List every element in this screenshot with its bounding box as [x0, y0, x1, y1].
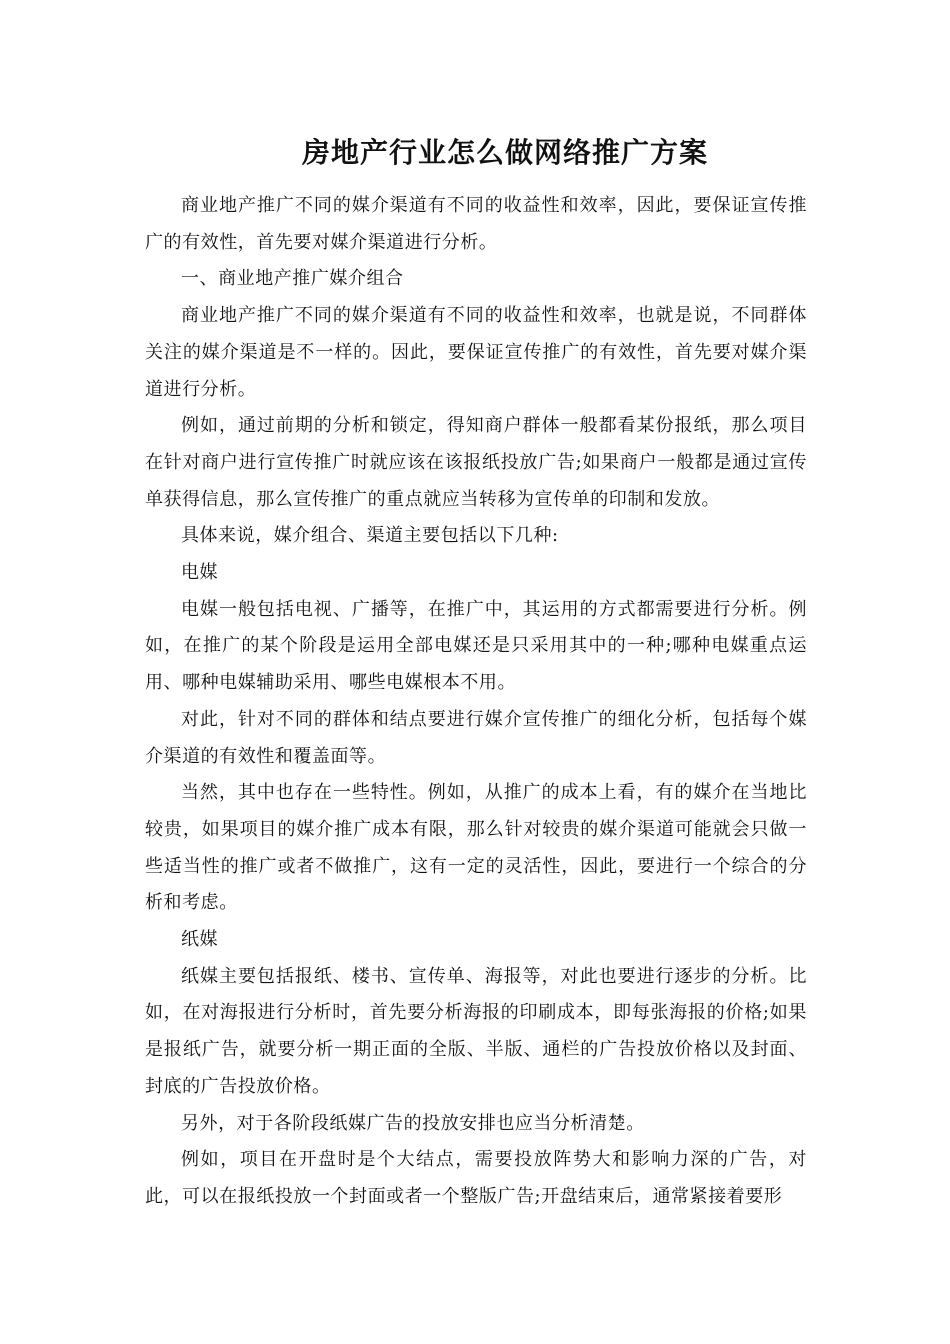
paragraph-example-newspaper: 例如，通过前期的分析和锁定，得知商户群体一般都看某份报纸，那么项目在针对商户进行宣传推广时就应该在该报纸投放广告;如果商户一般都是通过宣传单获得信息，那么宣传推广的重点就应当转移为宣传单的印制和发放。	[145, 415, 807, 510]
paragraph-print-media: 纸媒主要包括报纸、楼书、宣传单、海报等，对此也要进行逐步的分析。比如，在对海报进行分析时，首先要分析海报的印刷成本，即每张海报的价格;如果是报纸广告，就要分析一期正面的全版、半版、通栏的广告投放价格以及封面、封底的广告投放价格。	[145, 965, 807, 1097]
subheading-print-media: 纸媒	[181, 929, 219, 951]
paragraph-media-channels: 商业地产推广不同的媒介渠道有不同的收益性和效率，也就是说，不同群体关注的媒介渠道是不一样的。因此，要保证宣传推广的有效性，首先要对媒介渠道进行分析。	[145, 305, 807, 400]
subheading-electronic-media: 电媒	[181, 562, 219, 584]
paragraph-print-schedule: 另外，对于各阶段纸媒广告的投放安排也应当分析清楚。	[181, 1112, 645, 1134]
paragraph-refined-analysis: 对此，针对不同的群体和结点要进行媒介宣传推广的细化分析，包括每个媒介渠道的有效性和覆盖面等。	[145, 708, 807, 767]
paragraph-media-types-intro: 具体来说，媒介组合、渠道主要包括以下几种:	[181, 525, 559, 547]
document-title: 房地产行业怎么做网络推广方案	[301, 136, 708, 169]
document-body	[145, 188, 807, 1216]
paragraph-cost-flexibility: 当然，其中也存在一些特性。例如，从推广的成本上看，有的媒介在当地比较贵，如果项目的媒介推广成本有限，那么针对较贵的媒介渠道可能就会只做一些适当性的推广或者不做推广，这有一定的灵活性，因此，要进行一个综合的分析和考虑。	[145, 782, 807, 914]
paragraph-electronic-media: 电媒一般包括电视、广播等，在推广中，其运用的方式都需要进行分析。例如，在推广的某个阶段是运用全部电媒还是只采用其中的一种;哪种电媒重点运用、哪种电媒辅助采用、哪些电媒根本不用。	[145, 598, 807, 694]
section-heading-media-mix: 一、商业地产推广媒介组合	[181, 268, 404, 290]
paragraph-opening-example: 例如，项目在开盘时是个大结点，需要投放阵势大和影响力深的广告，对此，可以在报纸投放一个封面或者一个整版广告;开盘结束后，通常紧接着要形	[145, 1149, 807, 1207]
paragraph-intro: 商业地产推广不同的媒介渠道有不同的收益性和效率，因此，要保证宣传推广的有效性，首先要对媒介渠道进行分析。	[145, 195, 807, 253]
